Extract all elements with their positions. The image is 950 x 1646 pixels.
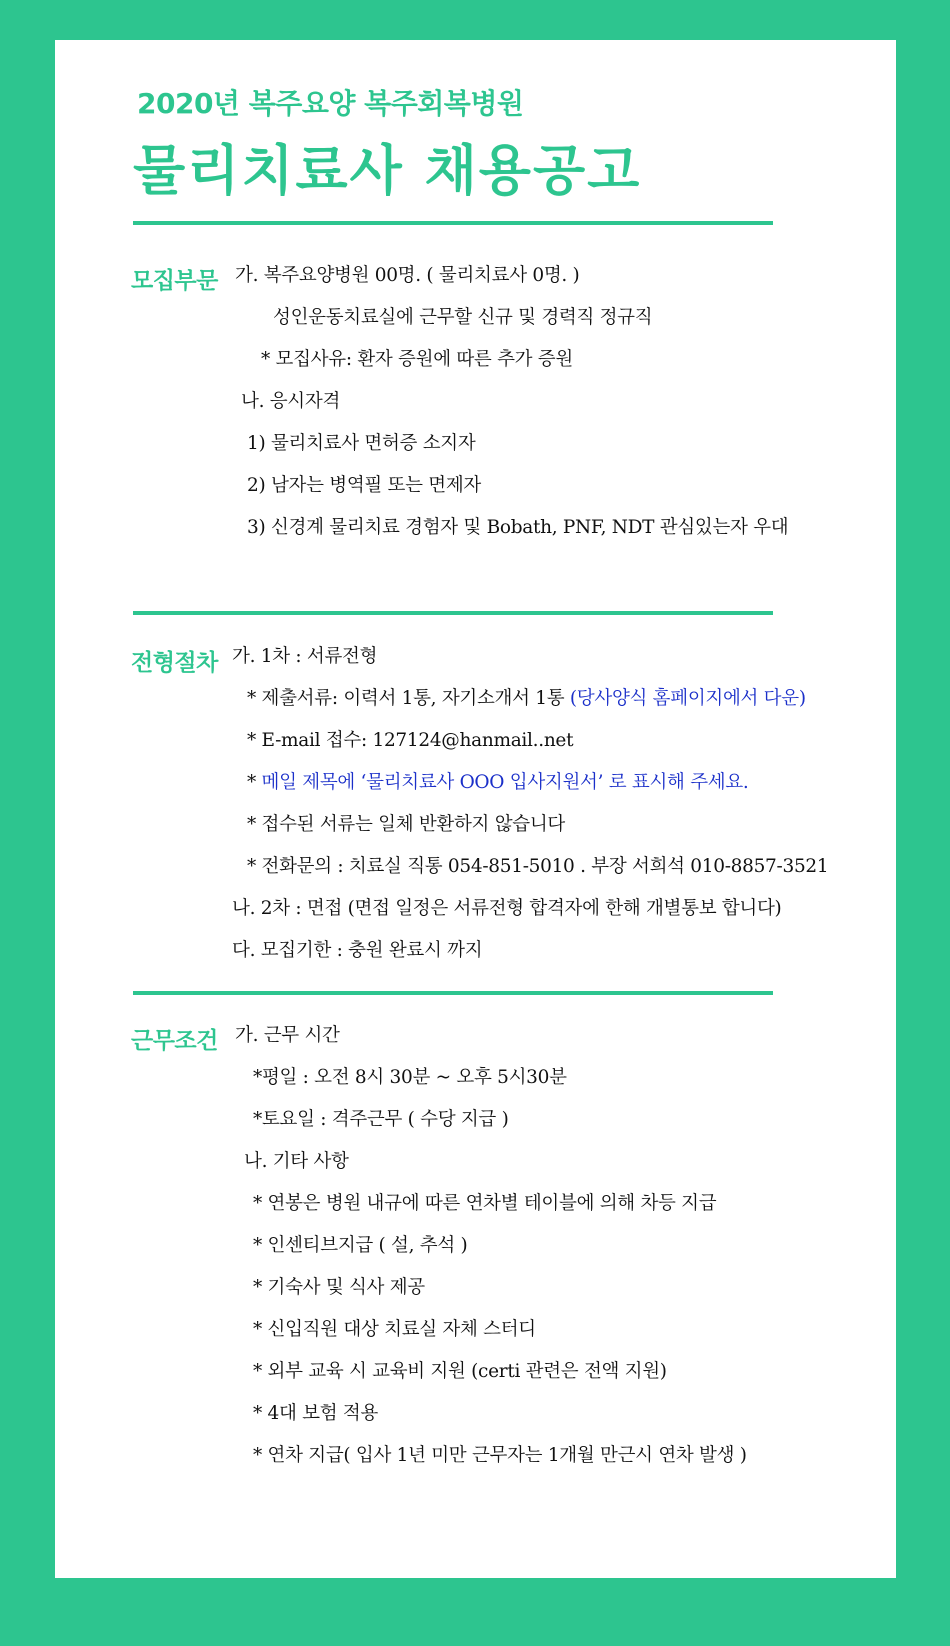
- mail-subject-star: *: [247, 772, 262, 793]
- weekday-hours: *평일 : 오전 8시 30분 ~ 오후 5시30분: [253, 1067, 567, 1088]
- recruit-item-a: 가. 복주요양병원 00명. ( 물리치료사 0명. ): [235, 265, 580, 286]
- benefit-item: * 연차 지급( 입사 1년 미만 근무자는 1개월 만근시 연차 발생 ): [253, 1445, 747, 1466]
- process-item-a: 가. 1차 : 서류전형: [232, 646, 378, 667]
- saturday-hours: *토요일 : 격주근무 ( 수당 지급 ): [253, 1109, 509, 1130]
- conditions-item-a: 가. 근무 시간: [235, 1025, 340, 1046]
- benefit-item: * 4대 보험 적용: [253, 1403, 379, 1424]
- divider: [133, 991, 773, 995]
- conditions-item-b: 나. 기타 사항: [244, 1151, 349, 1172]
- divider: [133, 611, 773, 615]
- benefit-item: * 신입직원 대상 치료실 자체 스터디: [253, 1319, 536, 1340]
- benefit-item: * 외부 교육 시 교육비 지원 (certi 관련은 전액 지원): [253, 1361, 667, 1382]
- qualification-3: 3) 신경계 물리치료 경험자 및 Bobath, PNF, NDT 관심있는자 우대: [247, 517, 789, 538]
- recruit-item-b: 나. 응시자격: [241, 391, 341, 412]
- submission-documents-text: * 제출서류: 이력서 1통, 자기소개서 1통: [247, 688, 570, 709]
- section-heading-conditions: 근무조건: [131, 1028, 218, 1054]
- submission-documents: [247, 687, 806, 711]
- qualification-2: 2) 남자는 병역필 또는 면제자: [247, 475, 481, 496]
- page-title: 물리치료사 채용공고: [133, 139, 642, 202]
- mail-subject-text: 메일 제목에 ‘물리치료사 OOO 입사지원서’ 로 표시해 주세요.: [261, 772, 749, 793]
- benefit-item: * 연봉은 병원 내규에 따른 연차별 테이블에 의해 차등 지급: [253, 1193, 717, 1214]
- divider: [133, 221, 773, 225]
- no-return-notice: * 접수된 서류는 일체 반환하지 않습니다: [247, 814, 565, 835]
- email-submission: * E-mail 접수: 127124@hanmail..net: [247, 730, 574, 751]
- mail-subject-instruction: [247, 771, 749, 795]
- benefit-item: * 인센티브지급 ( 설, 추석 ): [253, 1235, 468, 1256]
- section-heading-recruit: 모집부문: [131, 268, 218, 294]
- process-item-b: 나. 2차 : 면접 (면접 일정은 서류전형 합격자에 한해 개별통보 합니다): [232, 898, 782, 919]
- submission-documents-note: (당사양식 홈페이지에서 다운): [569, 688, 806, 709]
- job-posting-card: [55, 40, 896, 1578]
- recruit-item-a-detail: 성인운동치료실에 근무할 신규 및 경력직 정규직: [273, 307, 653, 328]
- section-heading-process: 전형절차: [131, 650, 218, 676]
- recruit-reason: * 모집사유: 환자 증원에 따른 추가 증원: [261, 349, 573, 370]
- process-item-c: 다. 모집기한 : 충원 완료시 까지: [232, 940, 483, 961]
- phone-inquiry: * 전화문의 : 치료실 직통 054-851-5010 . 부장 서희석 010-8857-3521: [247, 856, 829, 877]
- benefit-item: * 기숙사 및 식사 제공: [253, 1277, 425, 1298]
- hospital-subtitle: 2020년 복주요양 복주회복병원: [137, 87, 524, 120]
- qualification-1: 1) 물리치료사 면허증 소지자: [247, 433, 476, 454]
